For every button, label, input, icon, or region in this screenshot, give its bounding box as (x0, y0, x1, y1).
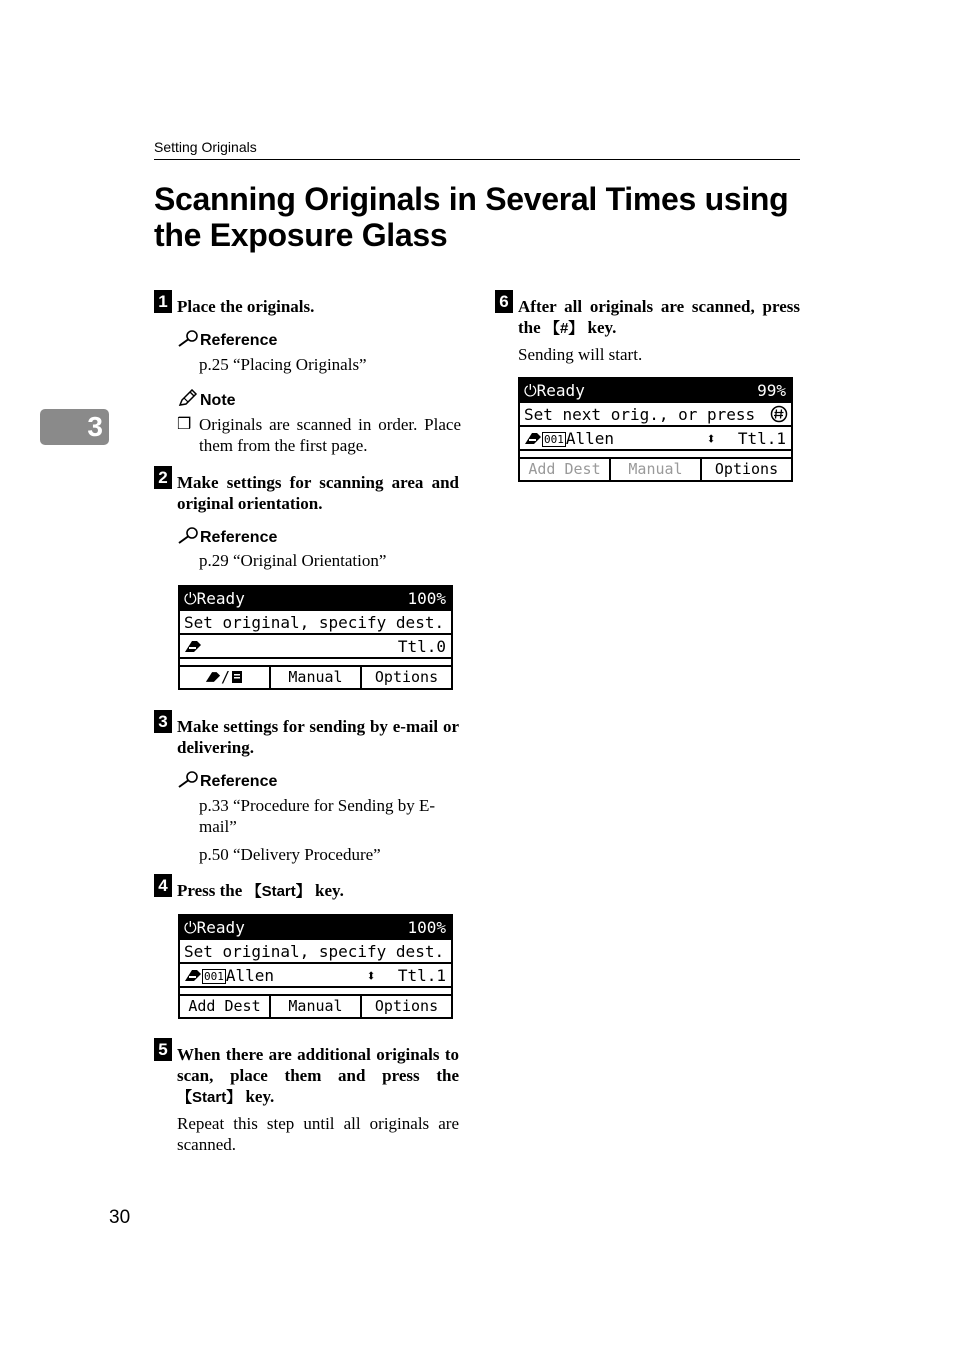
lcd-softkey-options[interactable]: Options (374, 668, 439, 686)
magnifier-icon (177, 770, 199, 788)
lcd-softkey-separator: / (220, 668, 231, 686)
step-number-2: 2 (154, 466, 172, 489)
reference-item: p.29 “Original Orientation” (199, 551, 387, 570)
step-text-2: Make settings for scanning area and original orientation. (177, 473, 459, 513)
lcd-dest-number: 001 (544, 433, 564, 446)
lcd-status: Ready (196, 589, 245, 608)
lcd-dest-row (180, 964, 451, 988)
lcd-total: Ttl.0 (397, 637, 446, 656)
start-key: 【Start】 (246, 883, 311, 900)
chapter-tab: 3 (40, 409, 109, 445)
step-body-5: Repeat this step until all originals are scanned. (177, 1114, 459, 1154)
lcd-status: Ready (536, 381, 585, 400)
step-text-4 (177, 880, 459, 902)
power-icon: ⏻ (184, 918, 197, 937)
lcd-softkey-options[interactable]: Options (714, 460, 779, 478)
power-icon: ⏻ (524, 381, 537, 400)
step-number-4: 4 (154, 874, 172, 897)
reference-label: Reference (200, 529, 278, 546)
lcd-softkey-scan-mode[interactable] (180, 667, 271, 689)
step-text-part: key. (241, 1087, 275, 1106)
step-body-6: Sending will start. (518, 345, 643, 364)
lcd-softkey-manual[interactable]: Manual (271, 996, 362, 1018)
reference-item: p.50 “Delivery Procedure” (199, 845, 381, 864)
magnifier-icon (177, 526, 199, 544)
scanner-icon (184, 966, 202, 988)
lcd-panel-3 (518, 377, 793, 482)
reference-heading (177, 329, 277, 351)
step-text-part: key. (310, 881, 344, 900)
reference-item: p.33 “Procedure for Sending by E-mail” (199, 796, 436, 836)
document-icon (230, 669, 244, 689)
lcd-softkey-add-dest[interactable]: Add Dest (180, 996, 271, 1018)
hash-key-label: # (559, 320, 569, 337)
hash-key: 【#】 (544, 320, 584, 337)
step-number-3: 3 (154, 710, 172, 733)
lcd-status: Ready (196, 918, 245, 937)
start-key-label: Start (261, 883, 296, 900)
lcd-dest-row (520, 427, 791, 451)
up-down-arrow-icon[interactable]: ⬍ (706, 429, 716, 448)
step-text-5 (177, 1044, 459, 1108)
lcd-softkey-options[interactable]: Options (374, 997, 439, 1015)
note-label: Note (200, 392, 236, 409)
lcd-dest-name: Allen (225, 966, 275, 985)
step-text-1: Place the originals. (177, 297, 315, 316)
step-text-3: Make settings for sending by e-mail or delivering. (177, 717, 459, 757)
reference-item: p.25 “Placing Originals” (199, 355, 367, 374)
scanner-icon (205, 669, 221, 689)
step-number-6: 6 (495, 290, 513, 313)
step-text-part: After all originals are scanned, press the (518, 297, 800, 337)
step-number-1: 1 (154, 290, 172, 313)
reference-label: Reference (200, 773, 278, 790)
note-text: Originals are scanned in order. Place them from the first page. (199, 415, 461, 455)
step-text-part: key. (583, 318, 617, 337)
lcd-panel-1 (178, 585, 453, 690)
lcd-memory-percent: 100% (407, 589, 446, 608)
lcd-softkey-manual[interactable]: Manual (271, 667, 362, 689)
lcd-dest-name: Allen (565, 429, 615, 448)
lcd-dest-number: 001 (204, 970, 224, 983)
step-number-5: 5 (154, 1038, 172, 1061)
lcd-total: Ttl.1 (397, 966, 446, 985)
lcd-panel-2 (178, 914, 453, 1019)
hash-circle-icon (770, 403, 788, 426)
scanner-icon (184, 637, 202, 659)
power-icon: ⏻ (184, 589, 197, 608)
scanner-icon (524, 429, 542, 451)
lcd-softkeys (520, 459, 791, 481)
step-text-part: Press the (177, 881, 247, 900)
lcd-softkey-add-dest: Add Dest (520, 459, 611, 481)
step-text-6 (518, 296, 800, 339)
lcd-softkeys (180, 996, 451, 1018)
start-key-label: Start (192, 1089, 227, 1106)
reference-heading (177, 526, 277, 548)
lcd-memory-percent: 99% (757, 381, 786, 400)
pencil-icon (177, 389, 199, 407)
lcd-total: Ttl.1 (737, 429, 786, 448)
lcd-status-row (180, 916, 451, 940)
checkbox-bullet-icon: ❒ (177, 416, 192, 433)
lcd-dest-row (180, 635, 451, 659)
running-header: Setting Originals (154, 139, 257, 155)
note-heading (177, 389, 236, 411)
lcd-status-row (520, 379, 791, 403)
start-key: 【Start】 (177, 1089, 242, 1106)
reference-heading (177, 770, 277, 792)
page-number: 30 (109, 1207, 131, 1228)
lcd-status-row (180, 587, 451, 611)
page-title: Scanning Originals in Several Times using the Exposure Glass (154, 181, 789, 253)
lcd-softkey-manual: Manual (611, 459, 702, 481)
lcd-message: Set next orig., or press (524, 405, 756, 424)
reference-label: Reference (200, 332, 278, 349)
header-rule (154, 159, 800, 160)
lcd-memory-percent: 100% (407, 918, 446, 937)
lcd-message-row (520, 403, 791, 427)
lcd-softkeys (180, 667, 451, 689)
up-down-arrow-icon[interactable]: ⬍ (366, 966, 376, 985)
lcd-message-row: Set original, specify dest. (180, 611, 451, 635)
step-text-part: When there are additional originals to scan, place them and press the (177, 1045, 459, 1085)
magnifier-icon (177, 329, 199, 347)
lcd-message-row: Set original, specify dest. (180, 940, 451, 964)
